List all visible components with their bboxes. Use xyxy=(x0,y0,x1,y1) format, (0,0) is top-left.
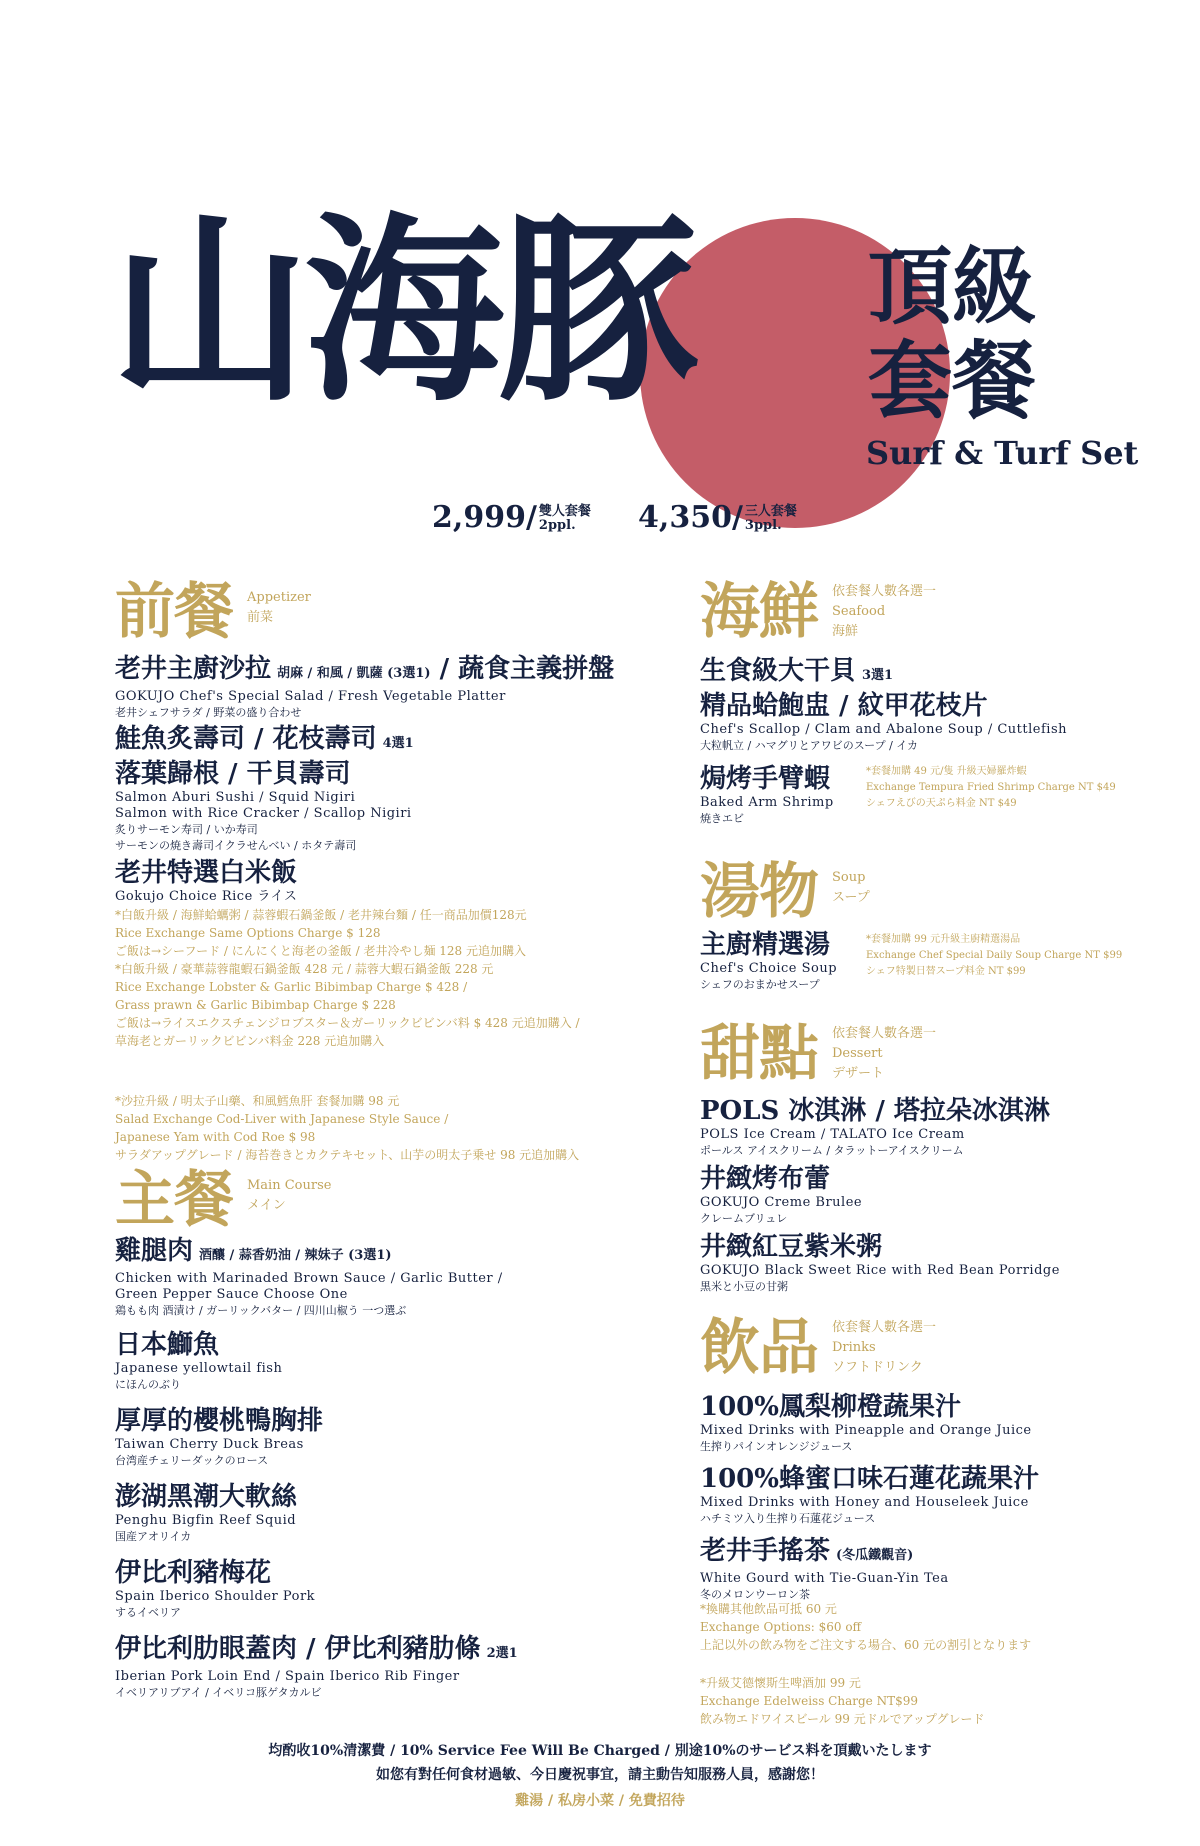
seafood-item-arm-shrimp: 焗烤手臂蝦 Baked Arm Shrimp 焼きエビ xyxy=(700,764,834,825)
drink-item-honey-houseleek: 100%蜂蜜口味石蓮花蔬果汁 Mixed Drinks with Honey and Houseleek Juice ハチミツ入り生搾り石蓮花ジュース xyxy=(700,1464,1039,1525)
footer-complimentary: 雞湯 / 私房小菜 / 免費招待 xyxy=(515,1793,685,1809)
footer-service-fee: 均酌收10%清潔費 / 10% Service Fee Will Be Charged / 別途10%のサービス料を頂戴いたします xyxy=(268,1743,932,1759)
price-3ppl: 4,350/ 三人套餐 3ppl. xyxy=(638,500,797,535)
appetizer-item-sushi: 鮭魚炙壽司 / 花枝壽司 4選1 落葉歸根 / 干貝壽司 Salmon Aburi Sushi / Squid Nigiri Salmon with Rice Cracker / Scallop Nigiri 炙りサーモン寿司 / いか寿司 サーモンの焼き壽司イクラせんべい / ホタテ壽司 xyxy=(115,724,414,852)
dessert-item-porridge: 井緻紅豆紫米粥 GOKUJO Black Sweet Rice with Red Bean Porridge 黒米と小豆の甘粥 xyxy=(700,1232,1060,1293)
seafood-upgrade-notes: *套餐加購 49 元/隻 升級天婦羅炸蝦 Exchange Tempura Fried Shrimp Charge NT $49 シェフえびの天ぷら料金 NT $49 xyxy=(866,766,1116,809)
main-course-heading: 主餐 Main Course メイン xyxy=(115,1165,332,1235)
soup-heading: 湯物 Soup スープ xyxy=(700,857,870,927)
salad-upgrade-notes: *沙拉升級 / 明太子山藥、和風鱈魚肝 套餐加購 98 元 Salad Exchange Cod-Liver with Japanese Style Sauce / Japanese Yam with Cod Roe $ 98 サラダアップグレード / 海苔巻きとカクテキセット、山芋の明太子乗せ 98 元追加購入 xyxy=(115,1094,580,1162)
dessert-heading: 甜點 依套餐人數各選一 Dessert デザート xyxy=(700,1019,937,1089)
drinks-exchange-notes: *換購其他飲品可抵 60 元 Exchange Options: $60 off 上記以外の飲み物をご注文する場合、60 元の割引となります xyxy=(700,1602,1032,1652)
drink-item-pineapple-orange: 100%鳳梨柳橙蔬果汁 Mixed Drinks with Pineapple and Orange Juice 生搾りパインオレンジジュース xyxy=(700,1392,1032,1453)
menu-subtitle: 頂級 套餐 xyxy=(868,237,1037,430)
menu-title: 山海豚 xyxy=(110,194,693,429)
appetizer-item-rice: 老井特選白米飯 Gokujo Choice Rice ライス xyxy=(115,858,298,904)
appetizer-heading: 前餐 Appetizer 前菜 xyxy=(115,577,311,647)
dessert-item-ice-cream: POLS 冰淇淋 / 塔拉朵冰淇淋 POLS Ice Cream / TALATO Ice Cream ポールス アイスクリーム / タラットーアイスクリーム xyxy=(700,1096,1050,1157)
footer-allergy-notice: 如您有對任何食材過敏、今日慶祝事宜，請主動告知服務人員，感謝您！ xyxy=(376,1767,824,1783)
seafood-item-scallop: 生食級大干貝 3選1 精品蛤鮑盅 / 紋甲花枝片 Chef's Scallop / Clam and Abalone Soup / Cuttlefish 大粒帆立 / ハマグリとアワビのスープ / イカ xyxy=(700,656,1067,752)
main-item-iberico-loin: 伊比利肋眼蓋肉 / 伊比利豬肋條 2選1 Iberian Pork Loin End / Spain Iberico Rib Finger イベリアリブアイ / イベリコ豚ゲタカルビ xyxy=(115,1634,518,1699)
main-item-iberico-shoulder: 伊比利豬梅花 Spain Iberico Shoulder Pork するイベリア xyxy=(115,1558,316,1619)
main-item-squid: 澎湖黑潮大軟絲 Penghu Bigfin Reef Squid 国産アオリイカ xyxy=(115,1482,298,1543)
drink-item-tea: 老井手搖茶 (冬瓜鐵觀音) White Gourd with Tie-Guan-Yin Tea 冬のメロンウーロン茶 xyxy=(700,1536,949,1601)
main-item-yellowtail: 日本鰤魚 Japanese yellowtail fish にほんのぶり xyxy=(115,1330,283,1391)
soup-upgrade-notes: *套餐加購 99 元升級主廚精選湯品 Exchange Chef Special Daily Soup Charge NT $99 シェフ特製日替スープ料金 NT $99 xyxy=(866,934,1123,977)
menu-english-title: Surf & Turf Set xyxy=(866,434,1139,472)
main-item-chicken: 雞腿肉 酒釀 / 蒜香奶油 / 辣妹子 (3選1) Chicken with Marinaded Brown Sauce / Garlic Butter / Green Pepper Sauce Choose One 鶏もも肉 酒漬け / ガーリックバター / 四川山椒う 一つ選ぶ xyxy=(115,1236,503,1317)
drinks-heading: 飲品 依套餐人數各選一 Drinks ソフトドリンク xyxy=(700,1313,937,1383)
appetizer-item-salad: 老井主廚沙拉 胡麻 / 和風 / 凱薩 (3選1) / 蔬食主義拼盤 GOKUJO Chef's Special Salad / Fresh Vegetable Platter 老井シェフサラダ / 野菜の盛り合わせ xyxy=(115,654,615,719)
seafood-heading: 海鮮 依套餐人數各選一 Seafood 海鮮 xyxy=(700,577,937,647)
rice-upgrade-notes: *白飯升級 / 海鮮蛤蠣粥 / 蒜蓉蝦石鍋釜飯 / 老井辣台麵 / 任一商品加價128元 Rice Exchange Same Options Charge $ 128 ご飯は→シーフード / にんにくと海老の釜飯 / 老井冷やし麺 128 元追加購入 *白飯升級 / 豪華蒜蓉龍蝦石鍋釜飯 428 元 / 蒜蓉大蝦石鍋釜飯 228 元 Rice Exchange Lobster & Garlic Bibimbap Charge $ 428 / Grass prawn & Garlic Bibimbap Charge $ 228 ご飯は→ライスエクスチェンジロブスター＆ガーリックビビンバ料 $ 428 元追加購入 / 草海老とガーリックビビンバ料金 228 元追加購入 xyxy=(115,908,580,1048)
drinks-beer-notes: *升級艾德懷斯生啤酒加 99 元 Exchange Edelweiss Charge NT$99 飲み物エドワイスビール 99 元ドルでアップグレード xyxy=(700,1676,985,1726)
soup-item-chef-choice: 主廚精選湯 Chef's Choice Soup シェフのおまかせスープ xyxy=(700,930,838,991)
dessert-item-creme-brulee: 井緻烤布蕾 GOKUJO Creme Brulee クレームブリュレ xyxy=(700,1164,863,1225)
price-2ppl: 2,999/ 雙人套餐 2ppl. xyxy=(432,500,591,535)
main-item-duck: 厚厚的櫻桃鴨胸排 Taiwan Cherry Duck Breas 台湾産チェリーダックのロース xyxy=(115,1406,324,1467)
